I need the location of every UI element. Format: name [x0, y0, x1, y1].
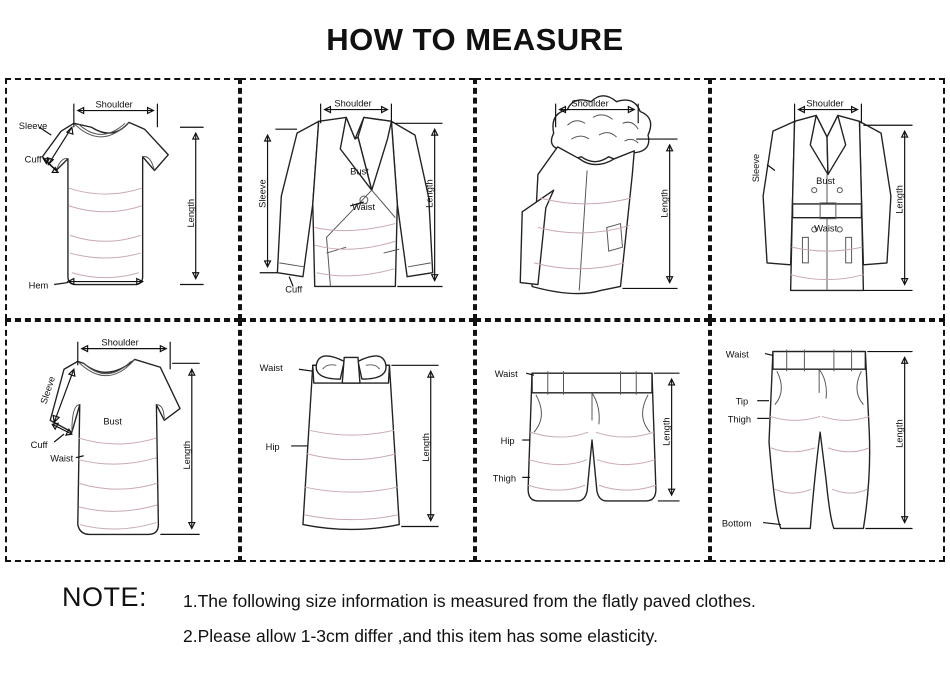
tshirt-label-length: Length — [185, 198, 196, 228]
note-section — [0, 575, 950, 693]
garment-cell-blazer — [240, 78, 475, 320]
dress-label-length: Length — [181, 440, 192, 470]
shorts-label-thigh: Thigh — [492, 473, 517, 484]
skirt-label-waist: Waist — [259, 363, 283, 374]
trench-label-shoulder: Shoulder — [806, 98, 844, 109]
trousers-label-bottom: Bottom — [721, 518, 752, 529]
fur-coat-label-length: Length — [659, 189, 670, 218]
tshirt-label-cuff: Cuff — [24, 154, 42, 165]
note-line-1: 1.The following size information is measured from the flatly paved clothes. — [183, 591, 756, 611]
blazer-label-cuff: Cuff — [285, 284, 303, 295]
fur-coat-label-shoulder: Shoulder — [571, 98, 609, 109]
trench-label-length: Length — [894, 185, 905, 214]
trench-label-bust: Bust — [816, 176, 835, 187]
dress-label-sleeve: Sleeve — [38, 375, 58, 406]
page-title: HOW TO MEASURE — [326, 22, 624, 57]
garment-cell-skirt — [240, 320, 475, 562]
blazer-label-bust: Bust — [350, 166, 369, 177]
trousers-label-thigh: Thigh — [727, 414, 752, 425]
fur-coat-illustration — [477, 80, 708, 318]
garment-grid — [5, 78, 945, 562]
tshirt-label-shoulder: Shoulder — [95, 99, 133, 110]
dress-illustration — [7, 322, 238, 560]
garment-cell-trench-coat — [710, 78, 945, 320]
shorts-label-hip: Hip — [500, 435, 515, 446]
trousers-illustration — [712, 322, 943, 560]
tshirt-label-sleeve: Sleeve — [18, 121, 48, 132]
garment-cell-dress — [5, 320, 240, 562]
dress-label-waist: Waist — [50, 453, 74, 464]
tshirt-illustration — [7, 80, 238, 318]
shorts-label-waist: Waist — [494, 369, 518, 380]
garment-cell-tshirt — [5, 78, 240, 320]
dress-label-cuff: Cuff — [30, 439, 48, 450]
skirt-label-length: Length — [420, 433, 431, 462]
skirt-label-hip: Hip — [265, 441, 280, 452]
trench-coat-illustration — [712, 80, 943, 318]
trousers-label-waist: Waist — [725, 349, 749, 360]
garment-cell-fur-coat — [475, 78, 710, 320]
trousers-label-length: Length — [894, 419, 905, 448]
blazer-label-shoulder: Shoulder — [334, 98, 372, 109]
blazer-label-sleeve: Sleeve — [257, 179, 268, 208]
trench-label-sleeve: Sleeve — [751, 153, 762, 183]
note-line-2: 2.Please allow 1-3cm differ ,and this item has some elasticity. — [183, 626, 658, 646]
skirt-illustration — [242, 322, 473, 560]
blazer-illustration — [242, 80, 473, 318]
dress-label-bust: Bust — [103, 416, 123, 427]
shorts-illustration — [477, 322, 708, 560]
note-label: NOTE: — [62, 582, 148, 612]
shorts-label-length: Length — [661, 417, 672, 446]
garment-cell-trousers — [710, 320, 945, 562]
dress-label-shoulder: Shoulder — [101, 337, 139, 348]
trench-label-waist: Waist — [814, 223, 838, 234]
garment-cell-shorts — [475, 320, 710, 562]
trousers-label-tip: Tip — [735, 396, 749, 407]
tshirt-label-hem: Hem — [28, 280, 49, 291]
blazer-label-length: Length — [424, 179, 435, 208]
blazer-label-waist: Waist — [352, 201, 376, 212]
